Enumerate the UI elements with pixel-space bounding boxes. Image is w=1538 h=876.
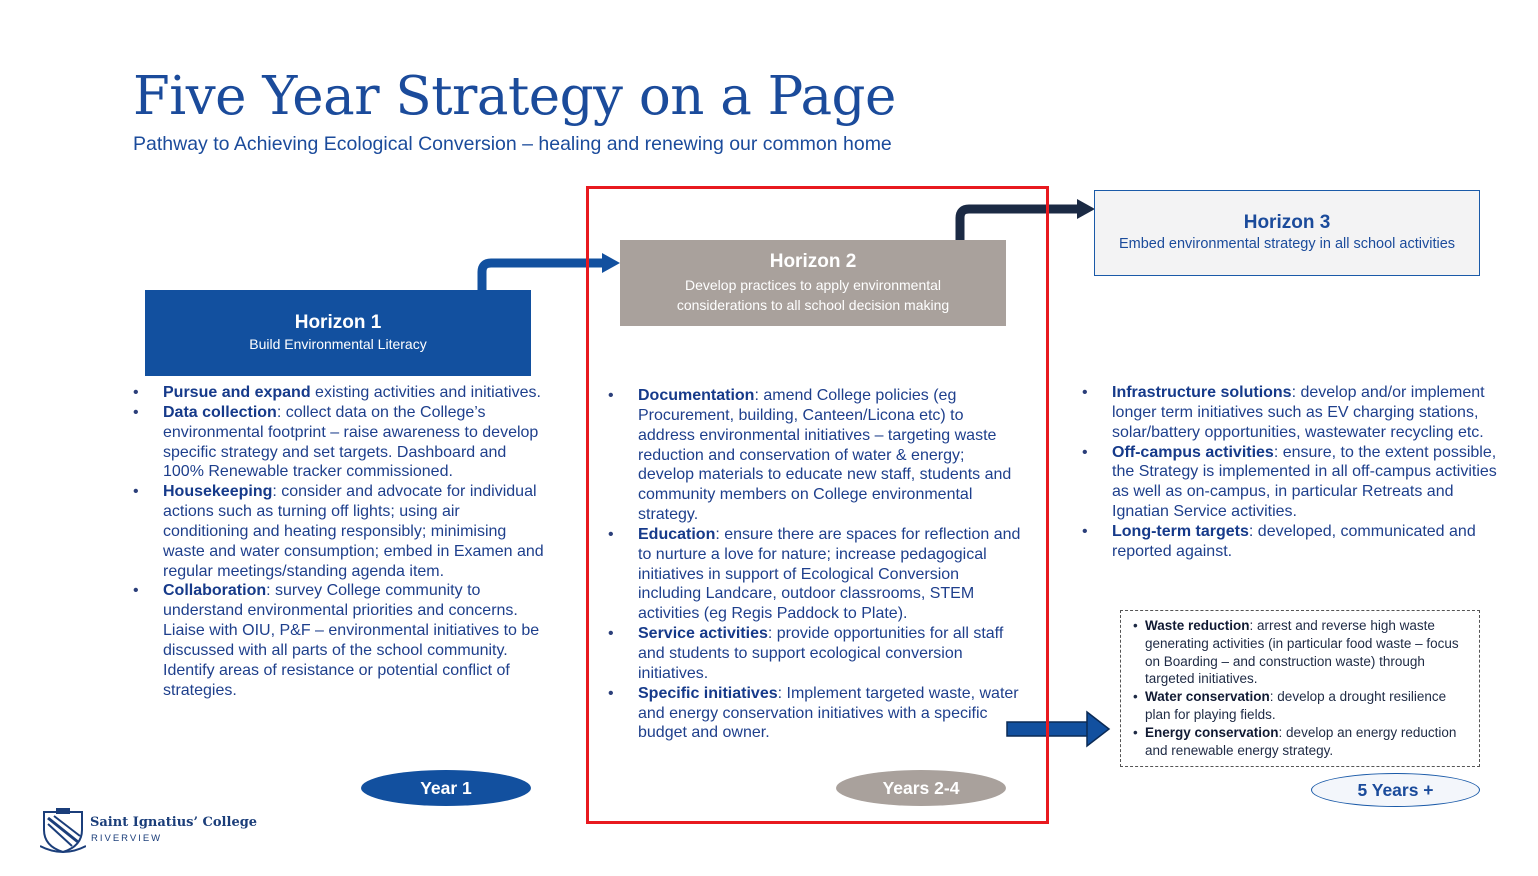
horizon-3-box <box>1094 190 1480 276</box>
list-item: • Documentation: amend College policies (eg Procurement, building, Canteen/Licona etc) to address environmental initiatives – targeting waste reduction and conservation of water & energy; develop materials to educate new staff, students and community members on College environmental strategy. <box>604 386 1024 525</box>
list-item: • Waste reduction: arrest and reverse high waste generating activities (in particular food waste – focus on Boarding – and construction waste) through targeted initiatives. <box>1131 617 1473 688</box>
arrow-to-targets-head <box>1087 712 1109 746</box>
horizon-2-title: Horizon 2 <box>769 251 857 272</box>
list-item: • Data collection: collect data on the College’s environmental footprint – raise awareness to develop specific strategy and set targets. Dashboard and 100% Renewable tracker commissioned. <box>129 403 549 482</box>
horizon-1-bullet-list <box>129 383 549 701</box>
horizon-3-bullet-list <box>1078 383 1498 562</box>
horizon-1-title: Horizon 1 <box>294 312 382 333</box>
arrow-h2-to-h3-head <box>1077 199 1095 219</box>
list-item: • Service activities: provide opportunities for all staff and students to support ecological conversion initiatives. <box>604 624 1024 684</box>
list-item: • Housekeeping: consider and advocate for individual actions such as turning off lights; using air conditioning and heating responsibly; minimising waste and water consumption; embed in Examen and regular meetings/standing agenda item. <box>129 482 549 581</box>
horizon-1-box <box>145 290 531 376</box>
targets-list <box>1131 617 1473 759</box>
list-item: • Pursue and expand existing activities and initiatives. <box>129 383 549 403</box>
college-name: Saint Ignatius’ College <box>90 815 258 830</box>
list-item: • Energy conservation: develop an energy reduction and renewable energy strategy. <box>1131 724 1473 760</box>
horizon-2-description-line1: Develop practices to apply environmental <box>684 277 942 293</box>
page-subtitle: Pathway to Achieving Ecological Conversion – healing and renewing our common home <box>133 133 892 155</box>
list-item: • Infrastructure solutions: develop and/or implement longer term initiatives such as EV charging stations, solar/battery opportunities, wastewater recycling etc. <box>1078 383 1498 443</box>
list-item: • Water conservation: develop a drought resilience plan for playing fields. <box>1131 688 1473 724</box>
list-item: • Specific initiatives: Implement targeted waste, water and energy conservation initiatives with a specific budget and owner. <box>604 684 1024 744</box>
horizon-1-description: Build Environmental Literacy <box>249 336 427 352</box>
timeline-year-1-pill: Year 1 <box>361 770 531 806</box>
list-item: • Long-term targets: developed, communicated and reported against. <box>1078 522 1498 562</box>
list-item: • Collaboration: survey College community to understand environmental priorities and concerns. Liaise with OIU, P&F – environmental initiatives to be discussed with all parts of the school community. Identify areas of resistance or potential conflict of strategies. <box>129 581 549 700</box>
horizon-3-title: Horizon 3 <box>1243 212 1331 233</box>
targets-box <box>1120 610 1480 767</box>
college-crest-icon <box>40 806 86 854</box>
horizon-2-highlight-frame <box>586 186 1049 824</box>
horizon-2-description-line2: considerations to all school decision making <box>676 297 950 313</box>
horizon-3-description: Embed environmental strategy in all school activities <box>1118 236 1456 252</box>
list-item: • Off-campus activities: ensure, to the extent possible, the Strategy is implemented in all off-campus activities as well as on-campus, in particular Retreats and Ignatian Service activities. <box>1078 443 1498 522</box>
timeline-years-2-4-pill: Years 2-4 <box>836 770 1006 806</box>
page-title: Five Year Strategy on a Page <box>133 66 896 127</box>
timeline-years-5-pill: 5 Years + <box>1311 773 1480 807</box>
college-subtitle: RIVERVIEW <box>91 833 163 844</box>
list-item: • Education: ensure there are spaces for reflection and to nurture a love for nature; increase pedagogical initiatives in support of Ecological Conversion including Landcare, outdoor classrooms, STEM activities (eg Regis Paddock to Plate). <box>604 525 1024 624</box>
